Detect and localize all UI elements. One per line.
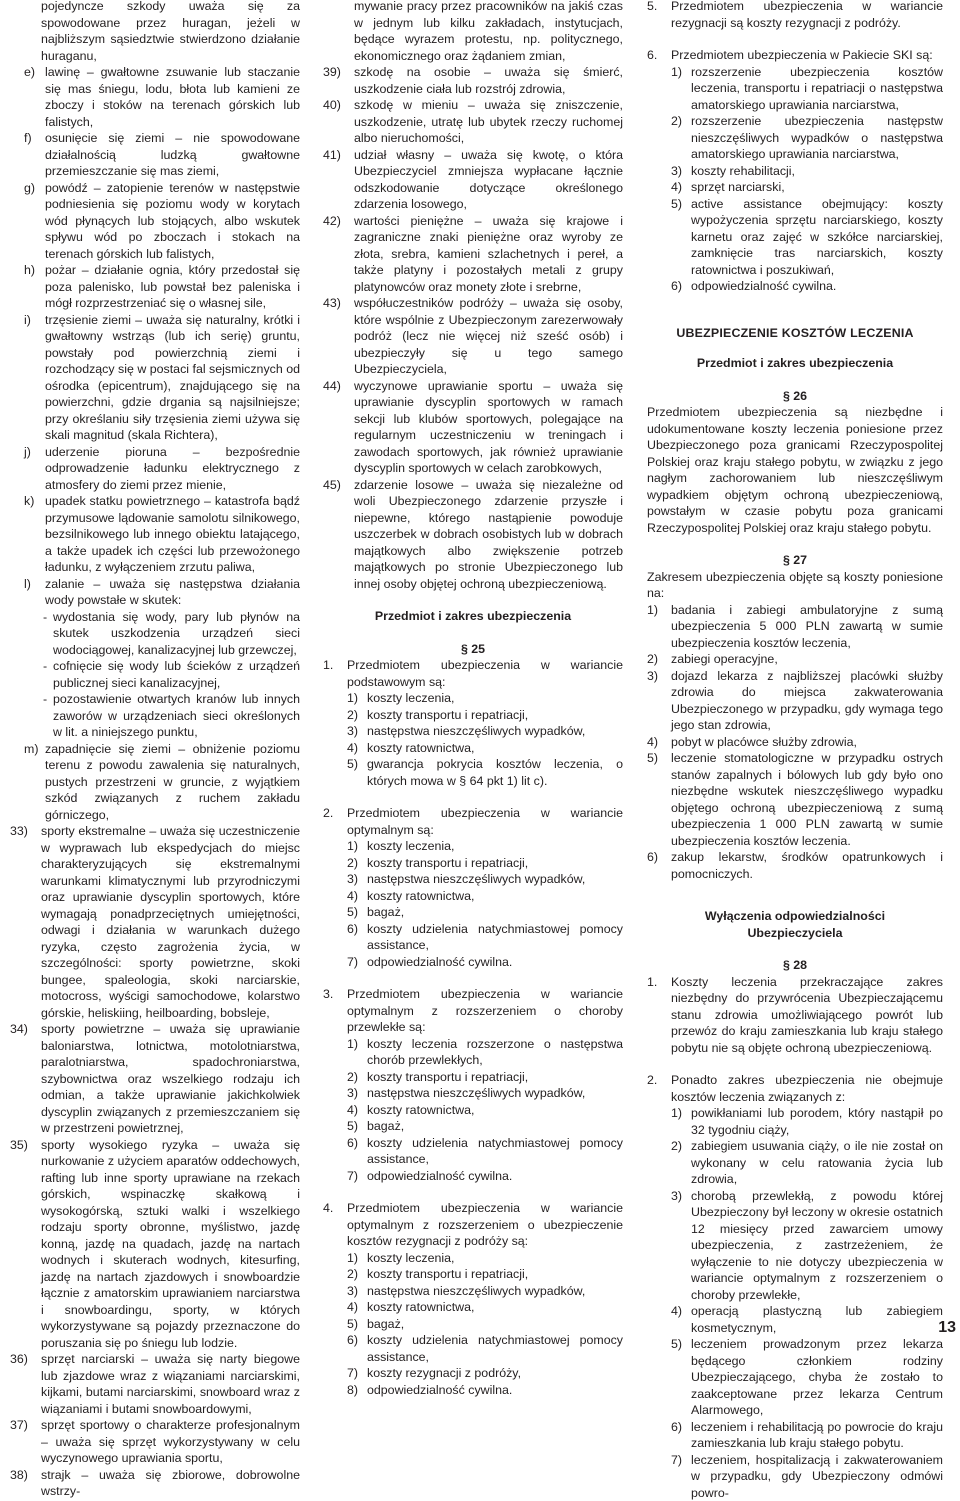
item-label: 6) — [347, 921, 358, 938]
list-item — [323, 97, 623, 147]
item-label: 5) — [347, 904, 358, 921]
item-text: następstwa nieszczęśliwych wypadków, — [367, 724, 585, 738]
item-label: 4) — [671, 179, 682, 196]
item-text: rozszerzenie ubezpieczenia następstw nieszczęśliwych wypadków o następstwa amatorskiego uprawiania narciarstwa, — [691, 114, 943, 161]
item-text: odpowiedzialność cywilna. — [367, 955, 512, 969]
item-label: 4) — [647, 734, 658, 751]
item-label: 1. — [323, 657, 333, 674]
list-item — [647, 163, 943, 180]
item-label: 5) — [671, 1336, 682, 1353]
item-text: gwarancja pokrycia kosztów leczenia, o których mowa w § 64 pkt 1) lit c). — [367, 757, 623, 788]
item-text: cofnięcie się wody lub ścieków z urządzeń publicznej sieci kanalizacyjnej, — [53, 659, 300, 690]
list-item — [323, 921, 623, 954]
item-label: 2. — [323, 805, 333, 822]
item-text: koszty ratownictwa, — [367, 1300, 474, 1314]
exclusions-heading-line2: Ubezpieczyciela — [647, 925, 943, 942]
item-label: 37) — [10, 1417, 28, 1434]
item-label: 6) — [671, 1419, 682, 1436]
item-label: 7) — [347, 954, 358, 971]
item-text: Przedmiotem ubezpieczenia w wariancie rezygnacji są koszty rezygnacji z podróży. — [671, 0, 943, 30]
list-item — [10, 1021, 300, 1137]
column-3 — [647, 0, 943, 1501]
item-label: k) — [24, 493, 34, 510]
item-label: 1) — [671, 1105, 682, 1122]
item-label: 2) — [347, 1069, 358, 1086]
item-text: zabiegiem usuwania ciąży, o ile nie został on wykonany w celu ratowania życia lub zdrowia, — [691, 1139, 943, 1186]
chapter-heading: UBEZPIECZENIE KOSZTÓW LECZENIA — [647, 325, 943, 342]
lead-paragraph: pojedyncze szkody uważa się za spowodowane przez huragan, jeżeli w najbliższym sąsiedztwie stwierdzono działanie huraganu, — [10, 0, 300, 64]
list-item — [647, 113, 943, 163]
item-text: Przedmiotem ubezpieczenia w wariancie podstawowym są: — [347, 658, 623, 689]
list-item — [323, 1316, 623, 1333]
list-item — [323, 1085, 623, 1102]
list-item — [10, 823, 300, 1021]
item-text: szkodę w mieniu – uważa się zniszczenie, uszkodzenie, utratę lub ubytek rzeczy ruchomej albo nieruchomości, — [354, 98, 623, 145]
page-number: 13 — [938, 1320, 956, 1337]
item-label: 7) — [347, 1365, 358, 1382]
item-text: odpowiedzialność cywilna. — [367, 1383, 512, 1397]
list-item — [647, 196, 943, 279]
item-label: j) — [24, 444, 31, 461]
list-item — [323, 1266, 623, 1283]
list-item — [323, 1069, 623, 1086]
item-label: 38) — [10, 1467, 28, 1484]
item-label: 45) — [323, 477, 341, 494]
paragraph-text: Przedmiotem ubezpieczenia są niezbędne i udokumentowane koszty leczenia poniesione przez Ubezpieczonego poza granicami Rzeczypospolitej Polskiej oraz kraju stałego pobytu, w związku z jego nagłym zachorowaniem lub nieszczęśliwym wypadkiem objętym ochroną ubezpieczeniową, powstałym w czasie pobytu poza granicami Rzeczypospolitej Polskiej oraz kraju stałego pobytu. — [647, 404, 943, 536]
item-text: koszty transportu i repatriacji, — [367, 856, 528, 870]
list-item — [647, 849, 943, 882]
section-heading: Przedmiot i zakres ubezpieczenia — [647, 355, 943, 372]
exclusions-heading: Wyłączenia odpowiedzialności — [647, 908, 943, 925]
list-item — [323, 740, 623, 757]
item-text: leczeniem i rehabilitacją po powrocie do kraju zamieszkania lub kraju stałego pobytu. — [691, 1420, 943, 1451]
variant-item — [647, 0, 943, 31]
item-label: 4) — [347, 740, 358, 757]
list-item — [10, 691, 300, 741]
item-text: uderzenie pioruna – bezpośrednie odprowadzenie ładunku elektrycznego z atmosfery do ziemi przez mienie, — [45, 445, 300, 492]
list-item — [10, 658, 300, 691]
list-item — [10, 576, 300, 609]
item-label: 1) — [347, 1036, 358, 1053]
list-item — [647, 1303, 943, 1336]
item-text: koszty ratownictwa, — [367, 1103, 474, 1117]
list-item — [10, 1467, 300, 1500]
item-label: 6) — [671, 278, 682, 295]
item-text: koszty ratownictwa, — [367, 741, 474, 755]
item-label: 1) — [347, 690, 358, 707]
item-text: koszty udzielenia natychmiastowej pomocy assistance, — [367, 922, 623, 953]
item-text: lawinę – gwałtowne zsuwanie lub staczanie się mas śniegu, lodu, błota lub kamieni ze zboczy i stoków na terenach górskich lub falistych, — [45, 65, 300, 129]
item-text: strajk – uważa się zbiorowe, dobrowolne wstrzy- — [41, 1468, 300, 1499]
item-label: 3) — [647, 668, 658, 685]
item-text: sprzęt narciarski – uważa się narty biegowe lub zjazdowe wraz z wiązaniami narciarskimi, kijkami, butami narciarskimi, snowboard wraz z wiązaniami i butami snowboardowymi, — [41, 1352, 300, 1416]
list-item — [323, 904, 623, 921]
item-text: pożar – działanie ognia, który przedostał się poza palenisko, lub powstał bez paleniska i mógł rozprzestrzeniać się o własnej sile, — [45, 263, 300, 310]
item-label: - — [43, 609, 47, 626]
item-text: zakup lekarstw, środków opatrunkowych i pomocniczych. — [671, 850, 943, 881]
dash-list — [10, 609, 300, 741]
item-text: rozszerzenie ubezpieczenia kosztów leczenia, transportu i repatriacji o następstwa amatorskiego uprawiania narciarstwa, — [691, 65, 943, 112]
item-label: 35) — [10, 1137, 28, 1154]
item-label: 1. — [647, 974, 657, 991]
list-item — [323, 1382, 623, 1399]
item-text: koszty transportu i repatriacji, — [367, 708, 528, 722]
item-text: sporty wysokiego ryzyka – uważa się nurkowanie z użyciem aparatów oddechowych, rafting lub inne sporty uprawiane na rzekach górskich, wspinaczkę skałkową i wysokogórską, sztuki walki i wszelkiego rodzaju sporty obronne, myślistwo, jazdę konną, jazdę na quadach, jazdę na nartach wodnych i skuterach wodnych, kitesurfing, jazdę na nartach zjazdowych i snowboardzie łącznie z amatorskim uprawianiem narciarstwa i snowboardingu, sporty, w których wykorzystywane są pojazdy przeznaczone do poruszania się po śniegu lub lodzie. — [41, 1138, 300, 1350]
list-item — [647, 1336, 943, 1419]
list-item — [323, 1036, 623, 1069]
item-text: leczenie stomatologiczne w przypadku ostrych stanów zapalnych i bólowych lub gdy było ono niezbędne wskutek nieszczęśliwego wypadku objętego ochroną ubezpieczeniową z sumą ubezpieczenia 1 000 PLN zawartą w sumie ubezpieczenia kosztów leczenia. — [671, 751, 943, 848]
item-label: 4) — [347, 1102, 358, 1119]
item-text: udział własny – uważa się kwotę, o która Ubezpieczyciel zmniejsza wypłacane łącznie odszkodowanie dotyczące określonego zdarzenia losowego, — [354, 148, 623, 212]
item-text: współuczestników podróży – uważa się osoby, które wspólnie z Ubezpieczonym zarezerwowały podróż (lecz nie więcej niż sześć osób) i ubezpieczyły się u tego samego Ubezpieczyciela, — [354, 296, 623, 376]
list-item — [10, 609, 300, 659]
item-text: dojazd lekarza z najbliższej placówki służby zdrowia do miejsca zakwaterowania Ubezpieczonego w przypadku, gdy wymaga tego jego stan zdrowia, — [671, 669, 943, 733]
item-label: 4) — [347, 888, 358, 905]
item-text: koszty transportu i repatriacji, — [367, 1070, 528, 1084]
item-label: 2) — [347, 855, 358, 872]
item-label: 43) — [323, 295, 341, 312]
variant-sublist — [323, 690, 623, 789]
list-item — [323, 707, 623, 724]
item-text: koszty leczenia, — [367, 1251, 454, 1265]
list-item — [323, 723, 623, 740]
item-label: 6. — [647, 47, 657, 64]
item-text: koszty rezygnacji z podróży, — [367, 1366, 521, 1380]
item-label: 1) — [647, 602, 658, 619]
item-text: koszty leczenia rozszerzone o następstwa chorób przewlekłych, — [367, 1037, 623, 1068]
item-text: Przedmiotem ubezpieczenia w Pakiecie SKI są: — [671, 48, 933, 62]
item-text: zabiegi operacyjne, — [671, 652, 778, 666]
section-heading: Przedmiot i zakres ubezpieczenia — [323, 608, 623, 625]
item-label: 7) — [347, 1168, 358, 1185]
exclusions-list — [647, 974, 943, 1501]
item-label: 2) — [671, 1138, 682, 1155]
list-item — [647, 1138, 943, 1188]
list-item — [323, 1299, 623, 1316]
item-text: leczeniem, hospitalizacją i zakwaterowaniem w przypadku, gdy Ubezpieczony odmówi powro- — [691, 1453, 943, 1500]
item-label: - — [43, 658, 47, 675]
item-text: sporty powietrzne – uważa się uprawianie baloniarstwa, lotnictwa, motolotniarstwa, paralotniarstwa, spadochroniarstwa, szybownictwa oraz wszelkiego rodzaju ich odmian, a także uprawianie jakichkolwiek dyscyplin związanych z przemieszczaniem się w przestrzeni powietrznej, — [41, 1022, 300, 1135]
list-item — [323, 888, 623, 905]
item-label: 44) — [323, 378, 341, 395]
item-label: 5) — [647, 750, 658, 767]
list-item — [10, 64, 300, 130]
ski-package-list — [647, 64, 943, 295]
item-text: zdarzenie losowe – uważa się niezależne od woli Ubezpieczonego zdarzenie przyszłe i niepewne, którego nastąpienie powoduje uszczerbek w dobrach osobistych lub w dobrach majątkowych albo zwiększenie potrzeb majątkowych po stronie Ubezpieczonego lub innej osoby objętej ochroną ubezpieczeniową. — [354, 478, 623, 591]
list-item — [323, 1118, 623, 1135]
item-text: następstwa nieszczęśliwych wypadków, — [367, 1284, 585, 1298]
variant-item — [323, 657, 623, 690]
item-label: 5) — [347, 756, 358, 773]
list-item — [10, 180, 300, 263]
list-item — [323, 1168, 623, 1185]
variant-item — [647, 47, 943, 64]
item-label: 7) — [671, 1452, 682, 1469]
item-label: 6) — [347, 1332, 358, 1349]
item-label: m) — [24, 741, 38, 758]
list-item — [647, 179, 943, 196]
item-label: f) — [24, 130, 32, 147]
list-item — [647, 651, 943, 668]
variant-item — [323, 1200, 623, 1250]
item-label: 3) — [347, 1283, 358, 1300]
variant-item — [323, 986, 623, 1036]
item-text: pozostawienie otwartych kranów lub innych zaworów w urządzeniach sieci określonych w lit. a niniejszego punktu, — [53, 692, 300, 739]
item-text: Przedmiotem ubezpieczenia w wariancie optymalnym z rozszerzeniem o ubezpieczenie kosztów rezygnacji z podróży są: — [347, 1201, 623, 1248]
list-item — [647, 734, 943, 751]
item-text: wydostania się wody, pary lub płynów na skutek uszkodzenia urządzeń sieci wodociągowej, kanalizacyjnej lub grzewczej, — [53, 610, 300, 657]
list-item — [323, 1365, 623, 1382]
item-label: 34) — [10, 1021, 28, 1038]
item-text: sporty ekstremalne – uważa się uczestniczenie w wyprawach lub ekspedycjach do miejsc charakteryzujących się ekstremalnymi warunkami klimatycznymi lub przyrodniczymi oraz uprawianie dyscyplin sportowych, które wymagają ponadprzeciętnych umiejętności, odwagi i działania w warunkach dużego ryzyka, często zagrożenia życia, w szczególności: sporty powietrzne, skoki bungee, spaleologia, skoki narciarskie, motocross, wyścigi samochodowe, kolarstwo górskie, heliskiing, heilboarding, bobsleje, — [41, 824, 300, 1020]
variant-sublist — [323, 1250, 623, 1399]
paragraph-number: § 27 — [647, 552, 943, 569]
item-text: wartości pieniężne – uważa się krajowe i zagraniczne znaki pieniężne oraz wyroby ze złota, srebra, kamieni szlachetnych i pereł, a także platyny i pozostałych metali z grupy platynowców oraz monety złote i srebrne, — [354, 214, 623, 294]
definition-number-list — [10, 823, 300, 1500]
list-item — [10, 1137, 300, 1352]
item-text: koszty udzielenia natychmiastowej pomocy assistance, — [367, 1333, 623, 1364]
item-text: odpowiedzialność cywilna. — [367, 1169, 512, 1183]
paragraph-number: § 25 — [323, 641, 623, 658]
item-text: leczeniem prowadzonym przez lekarza będącego członkiem rodziny Ubezpieczającego, chyba że zostało to zaakceptowane przez lekarza Centrum Alarmowego, — [691, 1337, 943, 1417]
variant-sublist — [323, 838, 623, 970]
item-text: osunięcie się ziemi – nie spowodowane działalnością ludzką gwałtowne przemieszczanie się mas ziemi, — [45, 131, 300, 178]
item-label: 5) — [671, 196, 682, 213]
variant-item — [323, 805, 623, 838]
item-label: 41) — [323, 147, 341, 164]
item-label: 3) — [671, 163, 682, 180]
item-text: active assistance obejmujący: koszty wypożyczenia sprzętu narciarskiego, koszty karnetu oraz zajęć w szkółce narciarskiej, zamknięcie tras narciarskich, koszty ratownictwa i poszukiwań, — [691, 197, 943, 277]
exclusions-sublist — [647, 1105, 943, 1501]
item-label: 5. — [647, 0, 657, 15]
list-item — [10, 130, 300, 180]
item-label: 1) — [347, 1250, 358, 1267]
item-text: powikłaniami lub porodem, który nastąpił po 32 tygodniu ciąży, — [691, 1106, 943, 1137]
item-label: i) — [24, 312, 31, 329]
item-text: pobyt w placówce służby zdrowia, — [671, 735, 857, 749]
item-text: badania i zabiegi ambulatoryjne z sumą ubezpieczenia 5 000 PLN zawartą w sumie ubezpieczenia kosztów leczenia, — [671, 603, 943, 650]
item-label: 4) — [671, 1303, 682, 1320]
item-text: koszty rehabilitacji, — [691, 164, 795, 178]
item-label: 3) — [347, 723, 358, 740]
list-item — [647, 1452, 943, 1501]
item-label: 40) — [323, 97, 341, 114]
item-label: 2) — [347, 707, 358, 724]
item-text: koszty transportu i repatriacji, — [367, 1267, 528, 1281]
item-text: Ponadto zakres ubezpieczenia nie obejmuje kosztów leczenia związanych z: — [671, 1073, 943, 1104]
item-label: g) — [24, 180, 35, 197]
list-item — [323, 1102, 623, 1119]
list-item — [647, 1419, 943, 1452]
item-text: powódź – zatopienie terenów w następstwie podniesienia się poziomu wody w korytach wód płynących lub stojących, albo wskutek spływu wód po zboczach i stokach na terenach górskich lub falistych, — [45, 181, 300, 261]
item-label: 2) — [647, 651, 658, 668]
list-item — [323, 378, 623, 477]
item-text: Koszty leczenia przekraczające zakres niezbędny do przywrócenia Ubezpieczającemu stanu zdrowia umożliwiającego powrót lub przewóz do kraju zamieszkania lub kraju stałego pobytu nie są objęte ochroną ubezpieczeniową. — [671, 975, 943, 1055]
item-label: 2) — [347, 1266, 358, 1283]
list-item — [10, 1351, 300, 1417]
list-item — [647, 1072, 943, 1105]
item-text: odpowiedzialność cywilna. — [691, 279, 836, 293]
list-item — [323, 1332, 623, 1365]
item-label: 42) — [323, 213, 341, 230]
list-item — [10, 741, 300, 824]
item-label: 4. — [323, 1200, 333, 1217]
list-item — [323, 690, 623, 707]
item-label: 3) — [671, 1188, 682, 1205]
item-text: zalanie – uważa się następstwa działania wody powstałe w skutek: — [45, 577, 300, 608]
list-item — [323, 871, 623, 888]
item-text: Przedmiotem ubezpieczenia w wariancie optymalnym są: — [347, 806, 623, 837]
item-text: trzęsienie ziemi – uważa się naturalny, krótki i gwałtowny wstrząs (lub ich serię) gruntu, powstały pod powierzchnią ziemi i rozchodzący się w postaci fal sejsmicznych od ośrodka (epicentrum), znajdującego się na powierzchni, gdzie drgania są najsilniejsze; przy określaniu siły trzęsienia ziemi używa się skali magnitud (skala Richtera), — [45, 313, 300, 443]
list-item — [323, 838, 623, 855]
lead-paragraph: mywanie pracy przez pracowników na jakiś czas w jednym lub kilku zakładach, instytucjach, będące wyrazem protestu, np. politycznego, ekonomicznego oraz żądaniem zmian, — [323, 0, 623, 64]
list-item — [323, 213, 623, 296]
item-label: 1) — [671, 64, 682, 81]
item-text: koszty leczenia, — [367, 691, 454, 705]
item-text: koszty leczenia, — [367, 839, 454, 853]
list-item — [323, 954, 623, 971]
definition-number-list — [323, 64, 623, 592]
item-text: sprzęt sportowy o charakterze profesjonalnym – uważa się sprzęt wykorzystywany w celu wyczynowego uprawiania sportu, — [41, 1418, 300, 1465]
list-item — [647, 1105, 943, 1138]
column-1 — [10, 0, 300, 1500]
item-label: 6) — [347, 1135, 358, 1152]
list-item — [647, 750, 943, 849]
item-label: - — [43, 691, 47, 708]
item-text: szkodę na osobie – uważa się śmierć, uszkodzenie ciała lub rozstrój zdrowia, — [354, 65, 623, 96]
list-item — [323, 477, 623, 593]
item-label: 5) — [347, 1316, 358, 1333]
list-item — [10, 1417, 300, 1467]
list-item — [647, 1188, 943, 1304]
item-label: 5) — [347, 1118, 358, 1135]
item-label: 39) — [323, 64, 341, 81]
paragraph-number: § 28 — [647, 957, 943, 974]
list-item — [647, 974, 943, 1057]
list-item — [323, 64, 623, 97]
item-label: 36) — [10, 1351, 28, 1368]
item-text: koszty ratownictwa, — [367, 889, 474, 903]
list-item — [10, 444, 300, 494]
list-item — [323, 295, 623, 378]
item-label: h) — [24, 262, 35, 279]
list-item — [323, 1250, 623, 1267]
item-label: 4) — [347, 1299, 358, 1316]
item-text: koszty udzielenia natychmiastowej pomocy assistance, — [367, 1136, 623, 1167]
list-item — [647, 278, 943, 295]
variant-sublist — [323, 1036, 623, 1185]
item-text: bagaż, — [367, 905, 404, 919]
item-text: chorobą przewlekłą, z powodu której Ubezpieczony był leczony w okresie ostatnich 12 miesięcy przed zawarciem umowy ubezpieczenia, z zastrzeżeniem, że wyłączenie to nie dotyczy ubezpieczenia w wariancie optymalnym z rozszerzeniem o choroby przewlekłe, — [691, 1189, 943, 1302]
list-item — [323, 756, 623, 789]
list-item — [323, 1135, 623, 1168]
item-text: bagaż, — [367, 1119, 404, 1133]
definition-letter-list — [10, 64, 300, 823]
item-label: l) — [24, 576, 31, 593]
item-text: zapadnięcie się ziemi – obniżenie poziomu terenu z powodu zawalenia się naturalnych, pustych przestrzeni w gruncie, z wyjątkiem szkód związanych z ruchem zakładu górniczego, — [45, 742, 300, 822]
item-text: upadek statku powietrznego – katastrofa bądź przymusowe lądowanie samolotu silnikowego, bezsilnikowego lub innego obiektu latającego, a także upadek ich części lub przewożonego ładunku, z wyłączeniem zrzutu paliwa, — [45, 494, 300, 574]
variant-list — [323, 657, 623, 1398]
item-label: 2) — [671, 113, 682, 130]
item-text: następstwa nieszczęśliwych wypadków, — [367, 1086, 585, 1100]
item-text: Przedmiotem ubezpieczenia w wariancie optymalnym z rozszerzeniem o choroby przewlekłe są: — [347, 987, 623, 1034]
item-label: 6) — [647, 849, 658, 866]
list-item — [647, 64, 943, 114]
item-label: 33) — [10, 823, 28, 840]
item-text: bagaż, — [367, 1317, 404, 1331]
item-text: następstwa nieszczęśliwych wypadków, — [367, 872, 585, 886]
item-text: sprzęt narciarski, — [691, 180, 785, 194]
item-label: 1) — [347, 838, 358, 855]
cost-scope-list — [647, 602, 943, 883]
item-text: operacją plastyczną lub zabiegiem kosmetycznym, — [691, 1304, 943, 1335]
item-label: 3) — [347, 1085, 358, 1102]
list-item — [323, 855, 623, 872]
list-item — [647, 668, 943, 734]
paragraph-text: Zakresem ubezpieczenia objęte są koszty poniesione na: — [647, 569, 943, 602]
list-item — [323, 147, 623, 213]
list-item — [10, 312, 300, 444]
item-text: wyczynowe uprawianie sportu – uważa się uprawianie dyscyplin sportowych w ramach sekcji lub klubów sportowych, polegające na regularnym uczestniczeniu w treningach i zawodach sportowych, jak również uprawianie dyscyplin sportowych w celach zarobkowych, — [354, 379, 623, 476]
item-label: 3. — [323, 986, 333, 1003]
item-label: 3) — [347, 871, 358, 888]
item-label: e) — [24, 64, 35, 81]
column-2 — [323, 0, 623, 1398]
item-label: 8) — [347, 1382, 358, 1399]
list-item — [647, 602, 943, 652]
list-item — [10, 262, 300, 312]
list-item — [323, 1283, 623, 1300]
paragraph-number: § 26 — [647, 388, 943, 405]
item-label: 2. — [647, 1072, 657, 1089]
list-item — [10, 493, 300, 576]
